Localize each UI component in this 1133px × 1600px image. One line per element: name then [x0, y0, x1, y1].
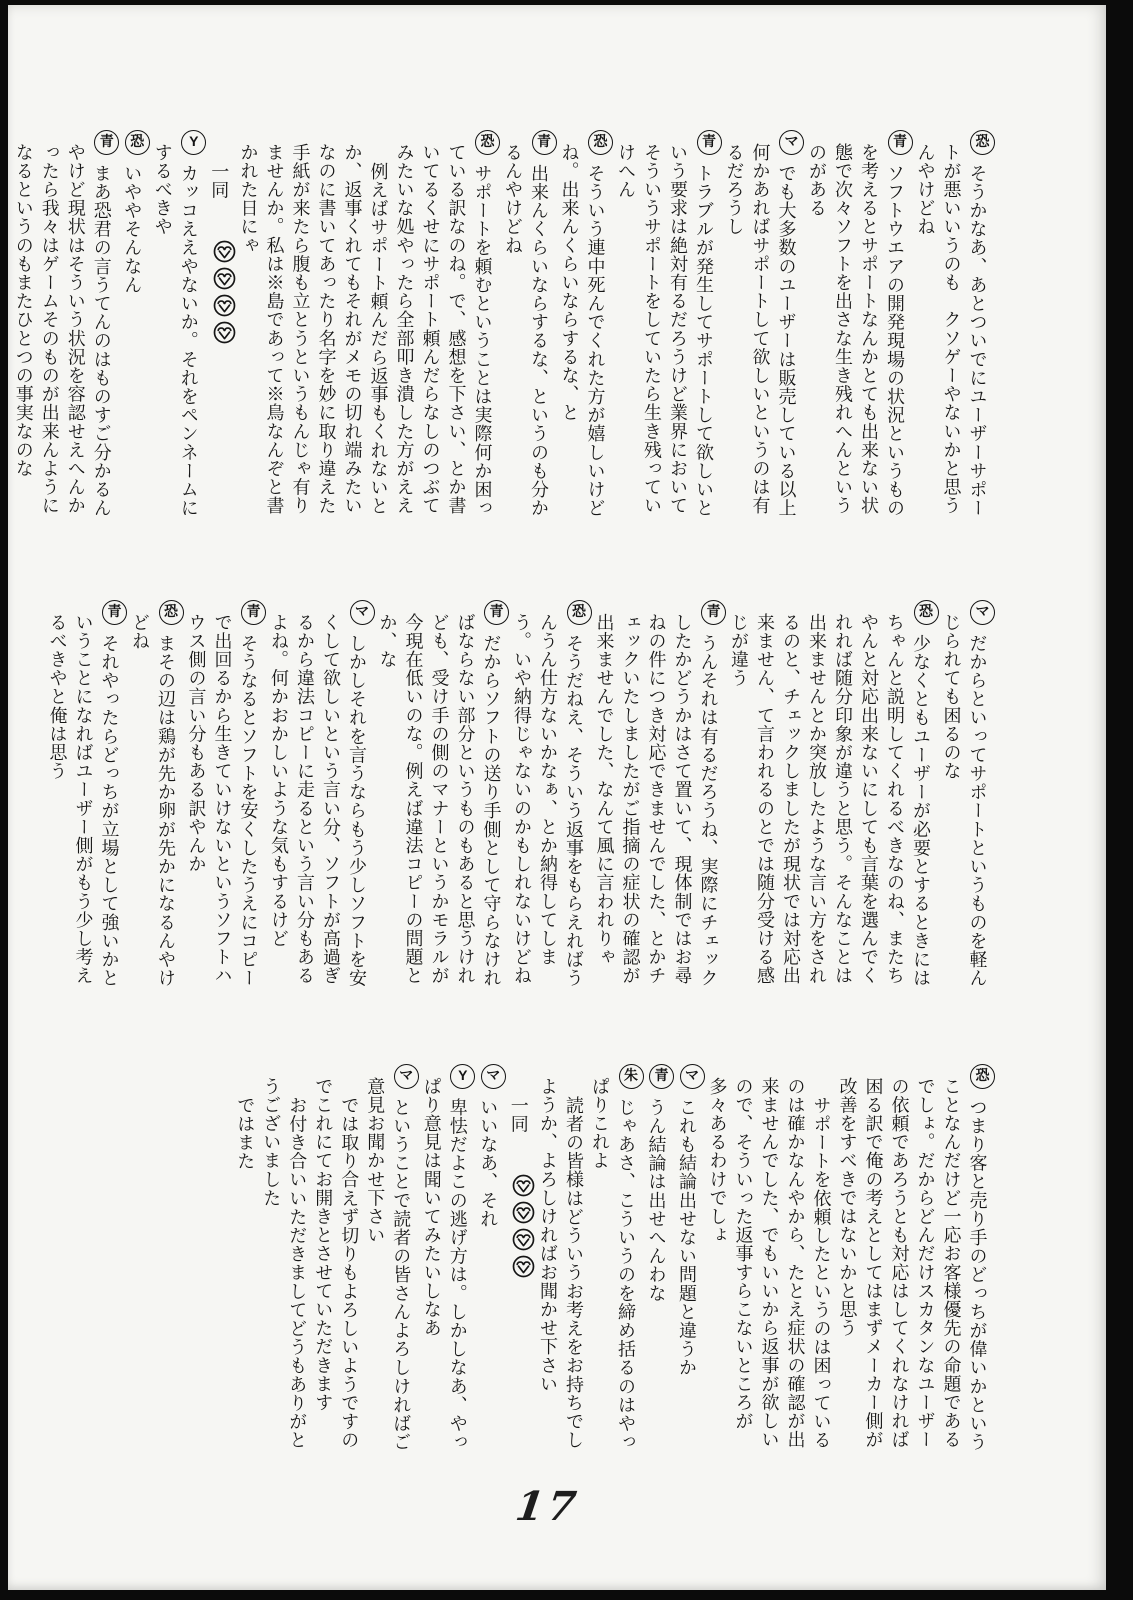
speaker-icon-label: 恐 — [919, 603, 933, 619]
speaker-icon-label: 青 — [107, 603, 122, 619]
speaker-icon-ao — [701, 600, 726, 625]
speaker-icon-y — [181, 130, 206, 155]
speaker-icon-ma — [350, 600, 375, 625]
text-band-top — [11, 133, 995, 521]
speaker-icon-label: 青 — [893, 133, 907, 149]
speaker-icon-kyo — [914, 600, 939, 625]
dialogue-paragraph: 青 そうなるとソフトを安くしたうえにコピーで出回るから生きていけないというソフトハウス側の言い分もある訳やんか — [184, 613, 267, 991]
speaker-icon-ao — [484, 600, 509, 625]
dialogue-paragraph: 恐 つまり客と売り手のどっちが偉いかということなんだけど一応お客様優先の命題であるでしょ。だからどんだけスカタンなユーザーの依頼であろうとも対応はしてくれなければ困る訳で俺の考えとしてはまずメーカー側が改善をすべきではないかと思う — [835, 1077, 996, 1455]
dialogue-paragraph: マ ということで読者の皆さんよろしければご意見お聞かせ下さい — [362, 1077, 419, 1455]
dialogue-paragraph: 読者の皆様はどういうお考えをお持ちでしようか、よろしければお聞かせ下さい — [538, 1077, 584, 1450]
laughing-face-icon — [213, 321, 236, 344]
dialogue-paragraph: サポートを依頼したというのは困っているのは確かなんやから、たとえ症状の確認が出来ませんでした、でもいいから返事が欲しいので、そういった返事すらこないところが多々あるわけでしょ — [707, 1077, 832, 1450]
dialogue-paragraph: 恐 そうかなあ、あとついでにユーザーサポートが悪いいうのも クソゲーやないかと思うんやけどね — [913, 143, 996, 521]
dialogue-paragraph: 恐 いややそんなん — [119, 143, 150, 521]
speaker-icon-label: 恐 — [130, 133, 145, 149]
speaker-icon-label: マ — [784, 133, 799, 149]
laughing-face-icon — [213, 294, 236, 317]
dialogue-paragraph: マ しかしそれを言うならもう少しソフトを安くして欲しいという言い分、ソフトが高過ぎるから違法コピーに走るという言い分もあるよね。何かおかしいような気もするけど — [266, 613, 375, 991]
dialogue-paragraph: 例えばサポート頼んだら返事もくれないとか、返事くれてもそれがメモの切れ端みたいなのに書いてあったり名字を妙に取り違えた手紙が来たら腹も立とうというもんじゃ有りませんか。私は※島であって※鳥なんぞと書かれた日にゃ — [238, 143, 389, 516]
dialogue-paragraph: 一同 — [206, 143, 235, 521]
laughing-face-icon — [512, 1201, 535, 1224]
dialogue-paragraph: マ でも大多数のユーザーは販売している以上何かあればサポートして欲しいというのは有るだろうし — [722, 143, 805, 521]
speaker-icon-y — [450, 1064, 475, 1089]
dialogue-paragraph: 恐 まその辺は鶏が先か卵が先かになるんやけどね — [127, 613, 184, 991]
speaker-icon-kyo — [159, 600, 184, 625]
speaker-icon-label: Y — [189, 133, 199, 149]
laughing-face-icon — [512, 1174, 535, 1197]
laughing-face-icon — [512, 1228, 535, 1251]
speaker-icon-kyo — [970, 130, 995, 155]
dialogue-paragraph: マ だからといってサポートというものを軽んじられても困るのな — [939, 613, 996, 991]
speaker-icon-label: 青 — [702, 133, 716, 149]
dialogue-paragraph: マ これも結論出せない問題と違うか — [674, 1077, 705, 1455]
speaker-icon-label: 青 — [246, 603, 261, 619]
laughing-face-icon — [213, 240, 236, 263]
speaker-icon-ao — [241, 600, 266, 625]
speaker-icon-label: 青 — [706, 603, 721, 619]
speaker-icon-kyo — [567, 600, 592, 625]
speaker-icon-ao — [94, 130, 119, 155]
speaker-icon-ao — [102, 600, 127, 625]
speaker-icon-ma — [680, 1064, 705, 1089]
speaker-icon-label: 青 — [99, 133, 114, 149]
dialogue-paragraph: Y 卑怯だよこの逃げ方は。しかしなあ、やっぱり意見は聞いてみたいしなあ — [419, 1077, 476, 1455]
dialogue-paragraph: ではまた — [235, 1096, 256, 1171]
dialogue-paragraph: 青 出来んくらいならするな、というのも分かるんやけどね — [500, 143, 557, 521]
text-band-middle — [45, 603, 996, 991]
speaker-icon-label: 恐 — [480, 133, 495, 149]
speaker-icon-label: 恐 — [975, 1067, 990, 1083]
speaker-icon-ao — [649, 1064, 674, 1089]
dialogue-paragraph: 恐 そういう連中死んでくれた方が嬉しいけどね。出来んくらいならするな、と — [557, 143, 614, 521]
speaker-icon-ao — [532, 130, 557, 155]
dialogue-paragraph: 一同 — [506, 1077, 535, 1455]
speaker-icon-shu — [619, 1064, 644, 1089]
speaker-icon-label: 青 — [489, 603, 504, 619]
dialogue-paragraph: 青 ソフトウエアの開発現場の状況というものを考えるとサポートなんかとても出来ない状態で次々ソフトを出さな生き残れへんというのがある — [804, 143, 913, 521]
dialogue-paragraph: マ いいなあ、それ — [475, 1077, 506, 1455]
text-band-bottom — [232, 1067, 995, 1455]
scanned-page — [8, 5, 1106, 1590]
speaker-icon-label: マ — [685, 1067, 699, 1083]
speaker-icon-label: Y — [458, 1067, 468, 1083]
speaker-icon-ao — [697, 130, 722, 155]
dialogue-paragraph: 青 それやったらどっちが立場として強いかということになればユーザー側がもう少し考えるべきやと俺は思う — [45, 613, 128, 991]
speaker-icon-label: 恐 — [572, 603, 586, 619]
speaker-icon-label: マ — [355, 603, 369, 619]
dialogue-paragraph: お付き合いいただきましてどうもありがとうございました — [261, 1077, 308, 1450]
speaker-icon-ma — [779, 130, 804, 155]
speaker-icon-label: マ — [486, 1067, 501, 1083]
group-reaction-faces — [206, 219, 235, 346]
speaker-icon-ma — [481, 1064, 506, 1089]
speaker-icon-kyo — [970, 1064, 995, 1089]
speaker-icon-kyo — [125, 130, 150, 155]
speaker-icon-label: 朱 — [624, 1067, 638, 1083]
dialogue-paragraph: では取り合えず切りもよろしいようですのでこれにてお開きとさせていただきます — [313, 1077, 360, 1450]
speaker-icon-label: マ — [975, 603, 990, 619]
page-number: 17 — [512, 1483, 583, 1530]
dialogue-paragraph: 恐 そうだねえ、そういう返事をもらえればうんうん仕方ないかなぁ、とか納得してしまう。いや納得じゃないのかもしれないけどね — [509, 613, 592, 991]
dialogue-paragraph: 青 まあ恐君の言うてんのはものすご分かるんやけど現状はそういう状況を容認せえへんかったら我々はゲームそのものが出来んようになるというのもまたひとつの事実なのな — [11, 143, 120, 521]
dialogue-paragraph: 青 うんそれは有るだろうね、実際にチェックしたかどうかはさて置いて、現体制ではお尋ねの件につき対応できませんでした、とかチェックいたしましたがご指摘の症状の確認が出来ませんでした、なんて風に言われりゃ — [592, 613, 727, 991]
dialogue-paragraph: 青 うん結論は出せへんわな — [644, 1077, 675, 1455]
speaker-icon-label: マ — [399, 1067, 414, 1083]
speaker-icon-label: 青 — [537, 133, 551, 149]
speaker-icon-ma — [394, 1064, 419, 1089]
speaker-icon-label: 恐 — [975, 133, 990, 149]
dialogue-paragraph: 恐 少なくともユーザーが必要とするときにはちゃんと説明してくれるべきなのね、またちやんと対応出来ないにしても言葉を選んでくれれば随分印象が違うと思う。そんなことは出来ませんとか突放したような言い方をされるのと、チェックしましたが現状では対応出来ません、て言われるのとでは随分受ける感じが違う — [726, 613, 939, 991]
dialogue-paragraph: 青 トラブルが発生してサポートして欲しいという要求は絶対有るだろうけど業界においてそういうサポートをしていたら生き残っていけへん — [613, 143, 722, 521]
speaker-icon-kyo — [475, 130, 500, 155]
dialogue-paragraph: 朱 じゃあさ、こういうのを締め括るのはやっぱりこれよ — [587, 1077, 644, 1455]
speaker-icon-ma — [970, 600, 995, 625]
speaker-icon-label: 恐 — [593, 133, 608, 149]
laughing-face-icon — [512, 1255, 535, 1278]
dialogue-paragraph: Y カッコええやないか。それをペンネームにするべきや — [150, 143, 207, 521]
group-reaction-faces — [506, 1153, 535, 1280]
dialogue-paragraph: 青 だからソフトの送り手側として守らなければならない部分というものもあると思うけれども、受け手の側のマナーというかモラルが今現在低いのな。例えば違法コピーの問題とか、な — [375, 613, 510, 991]
speaker-icon-kyo — [588, 130, 613, 155]
speaker-icon-label: 青 — [654, 1067, 669, 1083]
speaker-icon-ao — [888, 130, 913, 155]
speaker-icon-label: 恐 — [164, 603, 178, 619]
laughing-face-icon — [213, 267, 236, 290]
dialogue-paragraph: 恐 サポートを頼むということは実際何か困っている訳なのね。で、感想を下さい、とか書いてるくせにサポート頼んだらなしのつぶてみたいな処やったら全部叩き潰した方がええ — [392, 143, 501, 521]
